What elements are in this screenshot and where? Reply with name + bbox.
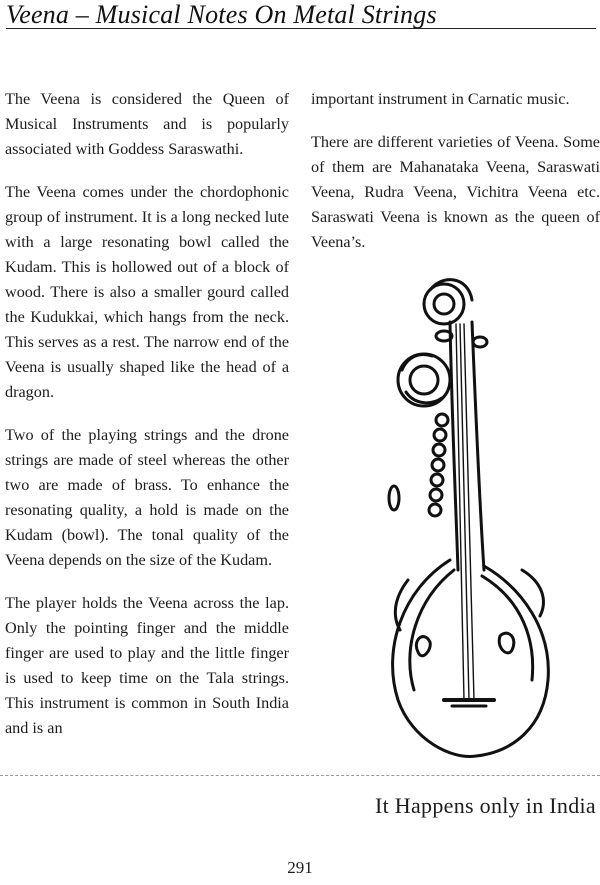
paragraph-varieties: There are different varieties of Veena. Some of them are Mahanataka Veena, Saraswati Veena, Rudra Veena, Vichitra Veena etc. Saraswati Veena is known as the queen of Veena’s. [311,133,600,251]
header-rule [6,28,596,29]
veena-illustration-icon [372,270,572,770]
footer-tagline: It Happens only in India [374,793,596,818]
page-header-title: Veena – Musical Notes On Metal Strings [6,0,437,29]
paragraph-chordophonic: The Veena comes under the chordophonic group of instrument. It is a long necked lute with a large resonating bowl called the Kudam. This is hollowed out of a block of wood. There is also a smaller gourd called the Kudukkai, which hangs from the neck. This serves as a rest. The narrow end of the Veena is usually shaped like the head of a dragon. [5,183,289,401]
paragraph-strings: Two of the playing strings and the drone strings are made of steel whereas the other two are made of brass. To enhance the resonating quality, a hold is made on the Kudam (bowl). The tonal quality of the Veena depends on the size of the Kudam. [5,426,289,569]
right-column [311,87,600,273]
left-column [5,87,289,759]
page-number: 291 [287,858,313,877]
paragraph-player: The player holds the Veena across the lap. Only the pointing finger and the middle finger are used to play and the little finger is used to keep time on the Tala strings. This instrument is common in South India and is an [5,594,289,737]
footer-rule [0,775,600,776]
paragraph-continued: important instrument in Carnatic music. [311,90,570,108]
paragraph-intro: The Veena is considered the Queen of Musical Instruments and is popularly associated with Goddess Saraswathi. [5,90,289,158]
